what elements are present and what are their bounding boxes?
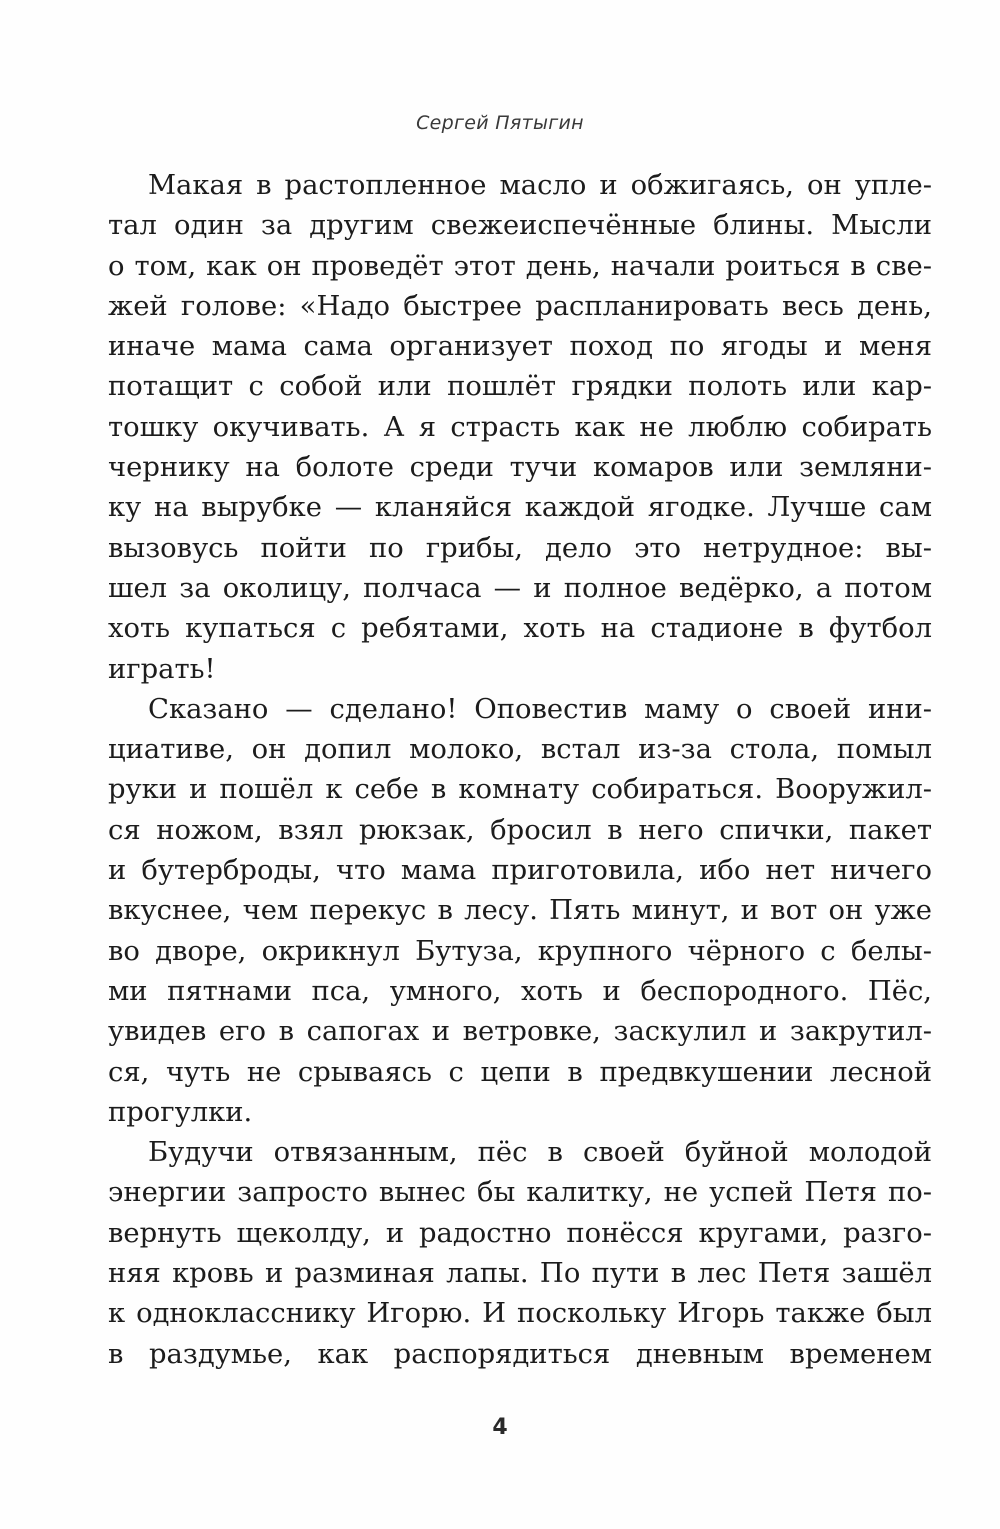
text-line: и бутерброды, что мама приготовила, ибо нет ничего	[108, 855, 932, 887]
text-line: жей голове: «Надо быстрее распланировать весь день,	[108, 290, 932, 322]
text-line: циативе, он допил молоко, встал из-за стола, помыл	[108, 734, 932, 766]
text-line: няя кровь и разминая лапы. По пути в лес Петя зашёл	[108, 1258, 932, 1290]
text-line: Макая в растопленное масло и обжигаясь, он упле-	[148, 170, 932, 201]
text-line: Сказано — сделано! Оповестив маму о своей ини-	[148, 693, 932, 725]
text-line: иначе мама сама организует поход по ягоды и меня	[108, 331, 932, 363]
text-line: играть!	[108, 653, 216, 685]
text-line: о том, как он проведёт этот день, начали роиться в све-	[108, 250, 932, 282]
text-line: прогулки.	[108, 1096, 253, 1128]
text-line: вернуть щеколду, и радостно понёсся кругами, разго-	[108, 1217, 932, 1249]
text-line: во дворе, окрикнул Бутуза, крупного чёрного с белы-	[108, 935, 932, 967]
text-line: вызовусь пойти по грибы, дело это нетрудное: вы-	[108, 532, 932, 564]
text-line: руки и пошёл к себе в комнату собираться. Вооружил-	[108, 774, 932, 806]
text-line: к однокласснику Игорю. И поскольку Игорь также был	[108, 1298, 932, 1330]
text-line: в раздумье, как распорядиться дневным временем	[108, 1338, 932, 1370]
text-line: шел за околицу, полчаса — и полное ведёрко, а потом	[108, 572, 932, 604]
text-line: ся, чуть не срываясь с цепи в предвкушении лесной	[108, 1056, 932, 1088]
text-line: энергии запросто вынес бы калитку, не успей Петя по-	[108, 1177, 932, 1209]
text-line: ми пятнами пса, умного, хоть и беспородного. Пёс,	[108, 975, 932, 1007]
paragraph	[108, 1133, 932, 1375]
text-line: Будучи отвязанным, пёс в своей буйной молодой	[148, 1137, 932, 1169]
paragraph	[108, 166, 932, 690]
text-line: увидев его в сапогах и ветровке, заскулил и закрутил-	[108, 1016, 932, 1048]
text-line: чернику на болоте среди тучи комаров или земляни-	[108, 452, 932, 484]
text-line: потащит с собой или пошлёт грядки полоть или кар-	[108, 371, 932, 403]
text-line: тошку окучивать. А я страсть как не люблю собирать	[108, 411, 932, 443]
running-header: Сергей Пятыгин	[416, 112, 584, 134]
text-line: вкуснее, чем перекус в лесу. Пять минут, и вот он уже	[108, 895, 932, 927]
text-line: ку на вырубке — кланяйся каждой ягодке. Лучше сам	[108, 492, 932, 524]
body-text	[108, 166, 932, 1375]
text-line: ся ножом, взял рюкзак, бросил в него спички, пакет	[108, 814, 932, 846]
text-line: тал один за другим свежеиспечённые блины. Мысли	[108, 210, 932, 242]
page-number: 4	[492, 1415, 508, 1440]
paragraph	[108, 690, 932, 1133]
text-line: хоть купаться с ребятами, хоть на стадионе в футбол	[108, 613, 932, 645]
